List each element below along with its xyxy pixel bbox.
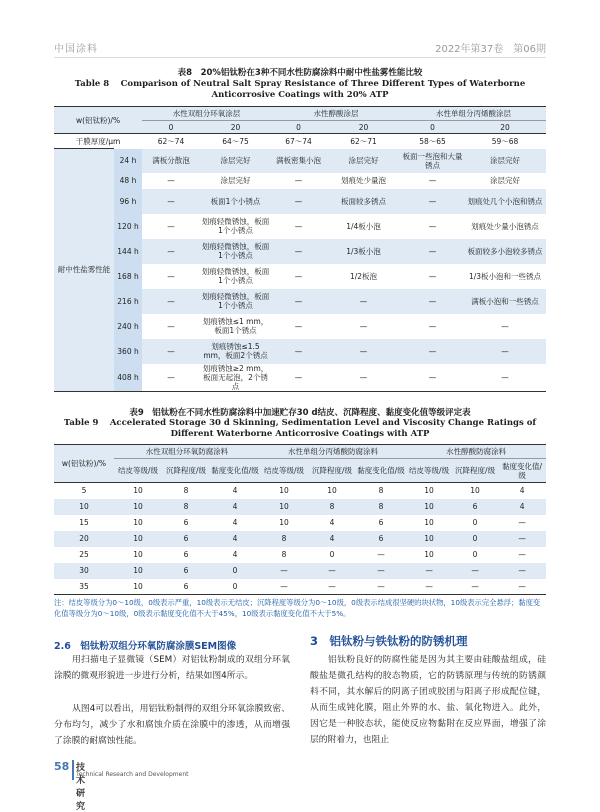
t9-group: 水性双组分环氧防腐涂料 bbox=[114, 445, 260, 459]
left-paragraph-1: 用扫描电子显微镜（SEM）对铝钛粉制成的双组分环氧涂膜的微观形貌进一步进行分析，结果如图4所示。 bbox=[54, 655, 290, 681]
t9-cell: — bbox=[280, 581, 288, 591]
table8-caption-en: Table 8 Comparison of Neutral Salt Spray Resistance of Three Different Types of Waterborne Anticorrosive Coatings with 20% ATP bbox=[74, 79, 526, 100]
t9-cell: 6 bbox=[378, 534, 384, 543]
t9-cell: — bbox=[518, 518, 526, 527]
t9-cell: 10 bbox=[424, 534, 434, 543]
t8-w: 20 bbox=[358, 122, 369, 132]
t8-w: 20 bbox=[500, 122, 510, 132]
t8-cell: — bbox=[294, 372, 303, 382]
t9-subhead: 黏度变化值/级 bbox=[211, 466, 259, 475]
header-rule bbox=[54, 57, 546, 58]
t8-cell: — bbox=[428, 246, 437, 256]
t8-time: 408 h bbox=[114, 364, 142, 392]
table9 bbox=[54, 444, 546, 595]
t8-group: 水性醇酸涂层 bbox=[271, 107, 401, 121]
t9-subhead: 沉降程度/级 bbox=[312, 466, 353, 475]
t8-cell: — bbox=[428, 321, 437, 331]
t8-cell: 1/3板小泡和一些锈点 bbox=[468, 271, 542, 281]
t9-cell: 10 bbox=[279, 486, 289, 496]
t9-cell: 0 bbox=[329, 550, 335, 559]
t9-cell: 4 bbox=[329, 534, 335, 543]
t9-cell: 4 bbox=[519, 486, 525, 496]
issue-info: 2022年第37卷 第06期 bbox=[435, 44, 546, 55]
t8-cell: 1/3板小泡 bbox=[346, 246, 381, 256]
t8-cell: — bbox=[428, 296, 437, 306]
t9-cell: 0 bbox=[472, 550, 478, 559]
t8-cell: — bbox=[167, 271, 175, 281]
t8-cell: — bbox=[501, 321, 509, 331]
t8-cell: — bbox=[167, 196, 175, 206]
t8-cell: 划痕轻微锈蚀，板面1个小锈点 bbox=[201, 267, 270, 285]
t9-cell: 4 bbox=[232, 534, 238, 543]
t8-cell: — bbox=[359, 296, 368, 306]
t9-cell: 4 bbox=[232, 550, 238, 559]
t8-cell: — bbox=[428, 176, 437, 185]
t8-cell: — bbox=[294, 196, 303, 206]
t9-cell: 0 bbox=[472, 518, 478, 527]
t8-cell: — bbox=[428, 372, 437, 382]
t8-cell: 涂层完好 bbox=[220, 156, 251, 165]
t8-cell: — bbox=[428, 221, 437, 231]
t8-cell: 划痕处几个小泡和锈点 bbox=[467, 196, 543, 206]
t8-cell: 板面1个小锈点 bbox=[210, 196, 261, 206]
t8-cell: — bbox=[294, 296, 303, 306]
t9-subhead: 结皮等级/级 bbox=[264, 466, 305, 475]
t9-cell: 15 bbox=[79, 518, 89, 527]
section-heading-3: 3 铝钛粉与铁钛粉的防锈机理 bbox=[310, 634, 468, 648]
t8-cell: 板面较多小泡较多锈点 bbox=[467, 246, 543, 256]
t9-cell: — bbox=[328, 581, 336, 591]
t8-thickness: 62～74 bbox=[157, 136, 185, 146]
t8-cell: 1/4板小泡 bbox=[346, 221, 381, 231]
t8-time: 120 h bbox=[114, 214, 142, 239]
left-paragraph-2: 从图4可以看出，用铝钛粉制得的双组分环氧涂膜致密、分布均匀，减少了水和腐蚀介质在涂膜中的渗透，从而增强了涂膜的耐腐蚀性能。 bbox=[54, 704, 290, 746]
t9-cell: 6 bbox=[472, 502, 478, 511]
t9-subhead: 结皮等级/级 bbox=[117, 466, 159, 475]
t9-cell: 20 bbox=[79, 534, 89, 543]
t8-cell: — bbox=[294, 271, 303, 281]
t9-cell: 10 bbox=[424, 502, 434, 511]
t8-cell: — bbox=[167, 221, 175, 231]
t8-cell: — bbox=[359, 372, 368, 382]
t8-cell: — bbox=[167, 346, 175, 356]
t8-group: 水性单组分丙烯酸涂层 bbox=[401, 107, 546, 121]
t8-time: 360 h bbox=[114, 339, 142, 364]
t8-group: 水性双组分环氧涂层 bbox=[142, 107, 271, 121]
t9-cell: — bbox=[377, 550, 385, 559]
t8-time: 48 h bbox=[114, 173, 142, 189]
t9-group: 水性醇酸防腐涂料 bbox=[406, 445, 546, 459]
t8-cell: — bbox=[167, 296, 175, 306]
t8-cell: — bbox=[428, 346, 437, 356]
t9-cell: 0 bbox=[232, 566, 238, 575]
page-number: 58 bbox=[54, 760, 70, 773]
right-paragraph-1: 铝钛粉良好的防腐性能是因为其主要由硅酸盐组成，硅酸盐是微孔结构的胶态物质，它的防锈原理与传统的防锈颜料不同，其水解后的阴离子团或胶团与阳离子形成配位键，从而生成钝化膜，阻止外界的水、盐、氧化物进入。此外，因它是一种胶态状，能使反应物黏附在反应界面，增强了涂层的附着力，也阻止 bbox=[310, 655, 546, 745]
t9-cell: 10 bbox=[133, 534, 143, 543]
t9-cell: 8 bbox=[378, 486, 384, 496]
t9-cell: 6 bbox=[183, 534, 189, 543]
t9-cell: 0 bbox=[472, 534, 478, 543]
t8-time: 96 h bbox=[114, 189, 142, 214]
t8-cell: — bbox=[167, 176, 175, 185]
t9-cell: — bbox=[377, 581, 385, 591]
t8-cell: — bbox=[294, 346, 303, 356]
t8-cell: — bbox=[501, 346, 509, 356]
t8-side-label: 耐中性盐雾性能 bbox=[54, 149, 114, 392]
t8-cell: — bbox=[294, 221, 303, 231]
t9-cell: 10 bbox=[424, 518, 434, 527]
t9-cell: 10 bbox=[79, 502, 89, 511]
table9-caption-en: Table 9 Accelerated Storage 30 d Skinning, Sedimentation Level and Viscosity Change Ratings of Different Waterborne Anticorrosive Coatings with ATP bbox=[63, 418, 537, 439]
t8-cell: 划痕轻微锈蚀，板面1个小锈点 bbox=[201, 217, 270, 235]
t8-thickness: 58～65 bbox=[419, 136, 446, 146]
t8-cell: 板面一些泡和大量锈点 bbox=[402, 151, 463, 170]
t9-cell: 25 bbox=[79, 550, 89, 559]
t8-cell: 涂层完好 bbox=[348, 156, 379, 165]
t9-cell: 4 bbox=[329, 518, 335, 527]
t9-cell: 6 bbox=[183, 518, 189, 527]
t8-cell: — bbox=[294, 246, 303, 256]
t8-cell: 划痕轻微锈蚀，板面1个小锈点 bbox=[201, 242, 270, 260]
t8-cell: 划痕处少量泡 bbox=[341, 176, 387, 185]
t8-cell: 1/2板泡 bbox=[349, 271, 378, 281]
t9-cell: 6 bbox=[183, 550, 189, 559]
t9-subhead: 黏度变化值/级 bbox=[357, 466, 405, 475]
t9-cell: 0 bbox=[232, 581, 238, 591]
table8 bbox=[54, 106, 546, 392]
t9-cell: 10 bbox=[424, 486, 434, 496]
t8-cell: 划痕锈蚀≥2 mm，板面无起泡，2个锈点 bbox=[202, 363, 269, 391]
t9-cell: 6 bbox=[183, 566, 189, 575]
t9-cell: — bbox=[425, 581, 433, 591]
t9-cell: 10 bbox=[279, 502, 289, 511]
t9-cell: — bbox=[518, 566, 526, 575]
t9-cell: 10 bbox=[279, 518, 289, 527]
t9-group: 水性单组分丙烯酸防腐涂料 bbox=[260, 445, 406, 459]
t9-cell: 8 bbox=[183, 486, 189, 496]
t8-thickness: 62～71 bbox=[350, 136, 377, 146]
t9-cell: — bbox=[518, 534, 526, 543]
t9-cell: 4 bbox=[232, 502, 238, 511]
t9-cell: 8 bbox=[281, 550, 287, 559]
t8-time: 168 h bbox=[114, 264, 142, 289]
t8-cell: 涂层完好 bbox=[220, 176, 251, 185]
t9-cell: 6 bbox=[183, 581, 189, 591]
t8-cell: — bbox=[359, 321, 368, 331]
footer-divider bbox=[72, 760, 74, 780]
t8-cell: 板面较多锈点 bbox=[341, 196, 387, 206]
t9-cell: — bbox=[280, 566, 288, 575]
t8-cell: — bbox=[501, 372, 509, 382]
t9-cell: 10 bbox=[327, 486, 337, 496]
t8-cell: — bbox=[294, 176, 303, 185]
t8-cell: 涂层完好 bbox=[490, 176, 521, 185]
t9-cell: 30 bbox=[79, 566, 89, 575]
journal-name: 中国涂料 bbox=[54, 44, 98, 55]
t8-cell: — bbox=[167, 321, 175, 331]
t9-cell: 8 bbox=[329, 502, 335, 511]
t9-cell: — bbox=[518, 550, 526, 559]
t9-cell: 10 bbox=[133, 566, 143, 575]
t9-subhead: 结皮等级/级 bbox=[409, 466, 450, 475]
t9-cell: 5 bbox=[81, 486, 87, 496]
t9-cell: — bbox=[518, 581, 526, 591]
t9-cell: 10 bbox=[470, 486, 480, 496]
t8-cell: — bbox=[428, 196, 437, 206]
t8-cell: 涂层完好 bbox=[490, 156, 521, 165]
t9-cell: 4 bbox=[232, 486, 238, 496]
t9-cell: — bbox=[471, 581, 479, 591]
t9-cell: 6 bbox=[378, 518, 384, 527]
t9-subhead: 沉降程度/级 bbox=[165, 466, 207, 475]
section-heading-2-6: 2.6 铝钛粉双组分环氧防腐涂膜SEM图像 bbox=[54, 641, 237, 652]
t8-w: 0 bbox=[168, 122, 174, 132]
t8-cell: — bbox=[167, 372, 175, 382]
t8-cell: 划痕处少量小泡锈点 bbox=[471, 221, 539, 231]
t9-cell: — bbox=[471, 566, 479, 575]
t8-thickness-label: 干膜厚度/μm bbox=[75, 136, 121, 146]
t8-cell: 划痕轻微锈蚀，板面1个小锈点 bbox=[201, 292, 270, 310]
t9-cell: 8 bbox=[281, 534, 287, 543]
t8-thickness: 67～74 bbox=[285, 136, 312, 146]
t8-cell: 划痕锈蚀≤1 mm，板面1个锈点 bbox=[202, 317, 269, 335]
t9-cell: 10 bbox=[133, 550, 143, 559]
column-name-en: Technical Research and Development bbox=[76, 771, 189, 778]
t9-cell: 10 bbox=[424, 550, 434, 559]
table9-note: 注：结皮等级分为0～10级，0级表示严重，10级表示无结皮；沉降程度等级分为0～10级，0级表示结成很坚硬的块状物，10级表示完全悬浮；黏度变化值等级分为0～10级，0级表示黏度变化值不大于45%，10级表示黏度变化值不大于5%。 bbox=[54, 598, 541, 618]
t8-w: 0 bbox=[430, 122, 435, 132]
t8-cell: 划痕锈蚀≤1.5 mm，板面2个锈点 bbox=[203, 342, 268, 360]
t8-cell: 满板密集小泡 bbox=[276, 156, 322, 165]
t8-cell: — bbox=[428, 271, 437, 281]
t8-cell: — bbox=[167, 246, 175, 256]
t9-cell: 10 bbox=[133, 486, 143, 496]
t9-subhead: 沉降程度/级 bbox=[455, 466, 496, 475]
column-name: 技术研究 bbox=[76, 763, 86, 812]
t9-head-w: w(铝钛粉)/% bbox=[61, 459, 107, 468]
t9-body bbox=[54, 483, 546, 595]
t9-cell: 10 bbox=[133, 502, 143, 511]
t8-time: 216 h bbox=[114, 289, 142, 314]
table9-caption-cn: 表9 铝钛粉在不同水性防腐涂料中加速贮存30 d结皮、沉降程度、黏度变化值等级评定表 bbox=[129, 408, 471, 418]
t8-cell: 满板小泡和一些锈点 bbox=[471, 296, 539, 306]
t9-cell: 8 bbox=[183, 502, 189, 511]
t9-cell: 35 bbox=[79, 581, 89, 591]
t9-subhead: 黏度变化值/级 bbox=[502, 461, 543, 480]
t9-cell: — bbox=[328, 566, 336, 575]
t8-thickness: 59～68 bbox=[491, 136, 519, 146]
t9-cell: 4 bbox=[232, 518, 238, 527]
t8-w: 0 bbox=[296, 122, 301, 132]
t8-time: 24 h bbox=[114, 149, 142, 173]
running-header bbox=[54, 40, 546, 56]
t9-cell: — bbox=[377, 566, 385, 575]
t8-cell: — bbox=[359, 346, 368, 356]
t8-head-w: w(铝钛粉)/% bbox=[75, 115, 121, 125]
t8-time: 240 h bbox=[114, 314, 142, 339]
t9-cell: 10 bbox=[133, 518, 143, 527]
t9-cell: 4 bbox=[519, 502, 525, 511]
t8-cell: 满板分散泡 bbox=[152, 156, 190, 165]
t9-cell: — bbox=[425, 566, 433, 575]
table8-caption-cn: 表8 20%铝钛粉在3种不同水性防腐涂料中耐中性盐雾性能比较 bbox=[177, 68, 423, 78]
t8-thickness: 64～75 bbox=[222, 136, 249, 146]
t8-time: 144 h bbox=[114, 239, 142, 264]
t9-cell: 10 bbox=[133, 581, 143, 591]
t8-w: 20 bbox=[230, 122, 241, 132]
t9-cell: 8 bbox=[378, 502, 384, 511]
t8-cell: — bbox=[294, 321, 303, 331]
